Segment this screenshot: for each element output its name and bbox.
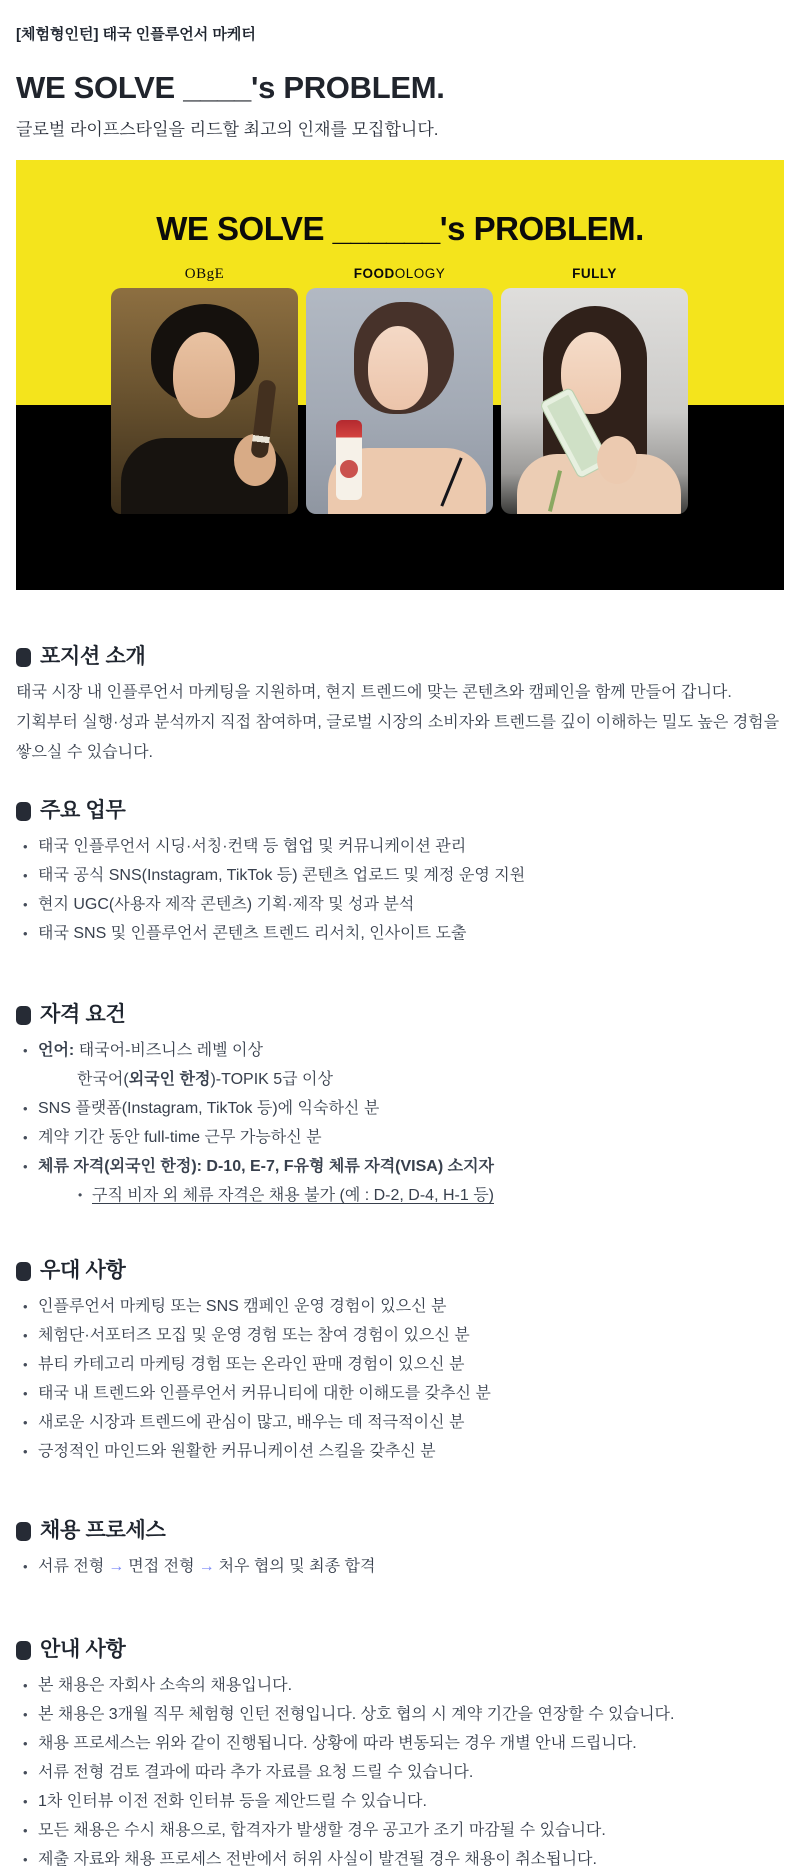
section-bullet-icon: [16, 1641, 31, 1660]
list-item: • 제출 자료와 채용 프로세스 전반에서 허위 사실이 발견될 경우 채용이 취소됩니다.: [16, 1845, 784, 1874]
product-label: [340, 460, 358, 478]
list-item: • SNS 플랫폼(Instagram, TikTok 등)에 익숙하신 분: [16, 1094, 784, 1123]
arrow-icon: →: [108, 1558, 125, 1575]
banner-headline: WE SOLVE ______'s PROBLEM.: [156, 210, 644, 247]
section-position-intro: [16, 642, 784, 768]
section-bullet-icon: [16, 1262, 31, 1281]
korean-post: )-TOPIK 5급 이상: [210, 1071, 333, 1088]
section-title: 채용 프로세스: [40, 1519, 166, 1542]
section-title: 포지션 소개: [40, 645, 146, 668]
brand-logo-foodology-bold: FOOD: [353, 266, 395, 281]
process-step-2: 면접 전형: [128, 1558, 195, 1575]
process-step-1: 서류 전형: [38, 1558, 105, 1575]
brand-logo-fully: FULLY: [572, 266, 617, 281]
list-item: • 1차 인터뷰 이전 전화 인터뷰 등을 제안드릴 수 있습니다.: [16, 1787, 784, 1816]
list-item: • 태국 공식 SNS(Instagram, TikTok 등) 콘텐츠 업로드 및 계정 운영 지원: [16, 861, 784, 890]
section-process: [16, 1516, 784, 1581]
section-heading: [16, 796, 784, 826]
duties-list: [16, 832, 784, 948]
list-item: • 태국 SNS 및 인플루언서 콘텐츠 트렌드 리서치, 인사이트 도출: [16, 919, 784, 948]
language-korean-line: [38, 1065, 784, 1094]
section-bullet-icon: [16, 802, 31, 821]
list-item: • 새로운 시장과 트렌드에 관심이 많고, 배우는 데 적극적이신 분: [16, 1408, 784, 1437]
language-label: 언어:: [38, 1042, 75, 1059]
list-item: • 뷰티 카테고리 마케팅 경험 또는 온라인 판매 경험이 있으신 분: [16, 1350, 784, 1379]
qualifications-list: [16, 1036, 784, 1210]
section-heading: [16, 642, 784, 672]
preferred-list: [16, 1292, 784, 1466]
model-face: [173, 332, 235, 418]
page-subtitle: 글로벌 라이프스타일을 리드할 최고의 인재를 모집합니다.: [16, 120, 439, 139]
list-item: • 긍정적인 마인드와 원활한 커뮤니케이션 스킬을 갖추신 분: [16, 1437, 784, 1466]
section-title: 주요 업무: [40, 799, 126, 822]
language-rest: 태국어-비즈니스 레벨 이상: [74, 1042, 263, 1059]
list-item: • 태국 인플루언서 시딩·서칭·컨택 등 협업 및 커뮤니케이션 관리: [16, 832, 784, 861]
section-duties: [16, 796, 784, 948]
visa-exclusion-text: 구직 비자 외 체류 자격은 채용 불가 (예 : D-2, D-4, H-1 등): [92, 1187, 494, 1204]
list-item: • 태국 내 트렌드와 인플루언서 커뮤니티에 대한 이해도를 갖추신 분: [16, 1379, 784, 1408]
list-item-visa: [16, 1152, 784, 1210]
brand-photo-fully: [501, 288, 688, 514]
list-item: • 현지 UGC(사용자 제작 콘텐츠) 기획·제작 및 성과 분석: [16, 890, 784, 919]
korean-bold: 외국인 한정: [128, 1071, 211, 1088]
model-face: [368, 326, 428, 410]
intro-paragraph-2: 기획부터 실행·성과 분석까지 직접 참여하며, 글로벌 시장의 소비자와 트렌드를 깊이 이해하는 밀도 높은 경험을 쌓으실 수 있습니다.: [16, 714, 780, 761]
korean-pre: 한국어(: [77, 1071, 129, 1088]
brand-photo-obge: [111, 288, 298, 514]
hero-banner: [16, 160, 784, 590]
section-bullet-icon: [16, 1006, 31, 1025]
process-steps: [16, 1552, 784, 1581]
list-item: • 모든 채용은 수시 채용으로, 합격자가 발생할 경우 공고가 조기 마감될 수 있습니다.: [16, 1816, 784, 1845]
section-title: 안내 사항: [40, 1638, 126, 1661]
brand-photo-foodology: [306, 288, 493, 514]
list-item: • 서류 전형 검토 결과에 따라 추가 자료를 요청 드릴 수 있습니다.: [16, 1758, 784, 1787]
list-item: • 인플루언서 마케팅 또는 SNS 캠페인 운영 경험이 있으신 분: [16, 1292, 784, 1321]
brand-photo-row: [111, 288, 688, 514]
section-title: 우대 사항: [40, 1259, 126, 1282]
visa-requirement: 체류 자격(외국인 한정): D-10, E-7, F유형 체류 자격(VISA) 소지자: [38, 1158, 494, 1175]
arrow-icon: →: [198, 1558, 215, 1575]
brand-logo-obge: OBgE: [184, 266, 225, 282]
section-bullet-icon: [16, 648, 31, 667]
section-qualifications: [16, 1000, 784, 1210]
visa-sub-list: [72, 1181, 784, 1210]
section-preferred: [16, 1256, 784, 1466]
brand-logo-foodology: [306, 266, 493, 283]
list-item: • 체험단·서포터즈 모집 및 운영 경험 또는 참여 경험이 있으신 분: [16, 1321, 784, 1350]
section-notices: [16, 1635, 784, 1874]
list-item: • 본 채용은 3개월 직무 체험형 인턴 전형입니다. 상호 협의 시 계약 기간을 연장할 수 있습니다.: [16, 1700, 784, 1729]
section-heading: [16, 1256, 784, 1286]
brand-logo-row: [111, 266, 688, 283]
brand-logo-foodology-light: OLOGY: [394, 266, 446, 281]
section-heading: [16, 1516, 784, 1546]
notices-list: [16, 1671, 784, 1874]
section-heading: [16, 1635, 784, 1665]
intro-paragraph-1: 태국 시장 내 인플루언서 마케팅을 지원하며, 현지 트렌드에 맞는 콘텐츠와 캠페인을 함께 만들어 갑니다.: [16, 684, 732, 701]
process-list: [16, 1552, 784, 1581]
list-item-language: [16, 1036, 784, 1094]
section-bullet-icon: [16, 1522, 31, 1541]
section-heading: [16, 1000, 784, 1030]
list-item: • 채용 프로세스는 위와 같이 진행됩니다. 상황에 따라 변동되는 경우 개별 안내 드립니다.: [16, 1729, 784, 1758]
process-step-3: 처우 협의 및 최종 합격: [218, 1558, 376, 1575]
category-label: [체험형인턴] 태국 인플루언서 마케터: [16, 26, 256, 43]
list-item: • 본 채용은 자회사 소속의 채용입니다.: [16, 1671, 784, 1700]
list-item: • 계약 기간 동안 full-time 근무 가능하신 분: [16, 1123, 784, 1152]
list-item-visa-exclusion: [72, 1181, 784, 1210]
section-title: 자격 요건: [40, 1003, 126, 1026]
model-hand: [597, 436, 637, 484]
page-title: WE SOLVE ____'s PROBLEM.: [16, 70, 445, 105]
